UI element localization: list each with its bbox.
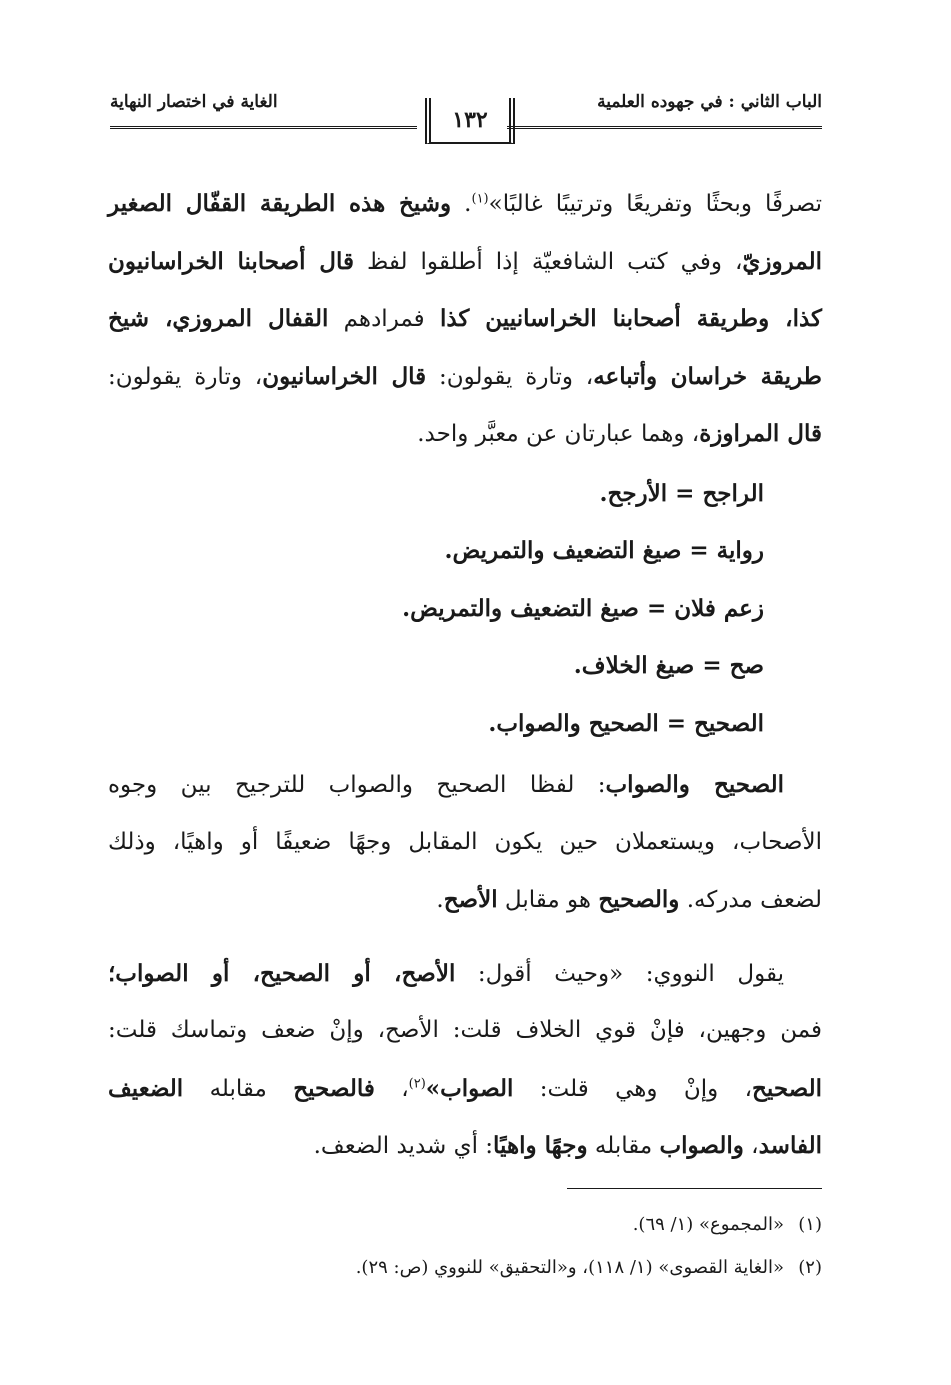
chapter-title: الباب الثاني : في جهوده العلمية xyxy=(597,92,822,112)
footnote-text: «المجموع» (١/ ٦٩). xyxy=(632,1214,784,1235)
text-line: الأصحاب، ويستعملان حين يكون المقابل وجهًا ضعيفًا أو واهيًا، وذلك xyxy=(108,828,822,855)
paragraph-1 xyxy=(108,175,822,463)
footnotes xyxy=(108,1203,822,1289)
footnote-separator xyxy=(567,1188,822,1189)
main-text xyxy=(108,175,822,1175)
text-line: طريقة خراسان وأتباعه، وتارة يقولون: قال الخراسانيون، وتارة يقولون: xyxy=(108,362,822,390)
text-line: تصرفًا وبحثًا وتفريعًا وترتيبًا غالبًا»$^{(١)}$. وشيخ هذه الطريقة القفّال الصغير xyxy=(108,190,822,217)
text-line: يقول النووي: «وحيث أقول: الأصح، أو الصحيح، أو الصواب؛ xyxy=(108,959,784,987)
text-line: المروزيّ، وفي كتب الشافعيّة إذا أطلقوا لفظ قال أصحابنا الخراسانيون xyxy=(108,247,822,275)
footnote-number: (١) xyxy=(798,1214,822,1235)
text-line: لضعف مدركه. والصحيح هو مقابل الأصح. xyxy=(436,886,822,913)
footnote-ref-1: (١) xyxy=(471,191,489,207)
text-line: قال المراوزة، وهما عبارتان عن معبَّر واحد. xyxy=(417,420,822,447)
footnote-2 xyxy=(108,1246,822,1289)
text-line: الصحيح والصواب: لفظا الصحيح والصواب للترجيح بين وجوه xyxy=(108,771,785,798)
page-number: ١٣٢ xyxy=(425,98,515,144)
terms-list xyxy=(108,465,822,753)
paragraph-3 xyxy=(108,945,822,1175)
footnote-1 xyxy=(108,1203,822,1246)
footnote-ref-2: (٢) xyxy=(408,1075,426,1091)
running-header xyxy=(110,92,822,162)
footnote-number: (٢) xyxy=(798,1257,822,1278)
list-item: رواية = صيغ التضعيف والتمريض. xyxy=(444,537,764,564)
header-rule-left xyxy=(110,126,417,132)
text-line: كذا، وطريقة أصحابنا الخراسانيين كذا فمرادهم القفال المروزي، شيخ xyxy=(108,305,822,332)
text-line: الفاسد، والصواب مقابله وجهًا واهيًا: أي شديد الضعف. xyxy=(313,1132,822,1159)
list-item: الصحيح = الصحيح والصواب. xyxy=(488,709,764,737)
text-line: الصحيح، وإنْ وهي قلت: الصواب»$^{(٢)}$، فالصحيح مقابله الضعيف xyxy=(108,1074,823,1102)
list-item: صح = صيغ الخلاف. xyxy=(573,652,764,679)
paragraph-2 xyxy=(108,756,822,929)
text-line: فمن وجهين، فإنْ قوي الخلاف قلت: الأصح، وإنْ ضعف وتماسك قلت: xyxy=(108,1017,822,1043)
list-item: الراجح = الأرجح. xyxy=(599,479,764,507)
list-item: زعم فلان = صيغ التضعيف والتمريض. xyxy=(402,594,764,622)
header-rule-right xyxy=(507,126,822,132)
footnote-text: «الغاية القصوى» (١/ ١١٨)، و«التحقيق» للنووي (ص: ٢٩). xyxy=(355,1257,784,1278)
book-title: الغاية في اختصار النهاية xyxy=(110,92,278,112)
